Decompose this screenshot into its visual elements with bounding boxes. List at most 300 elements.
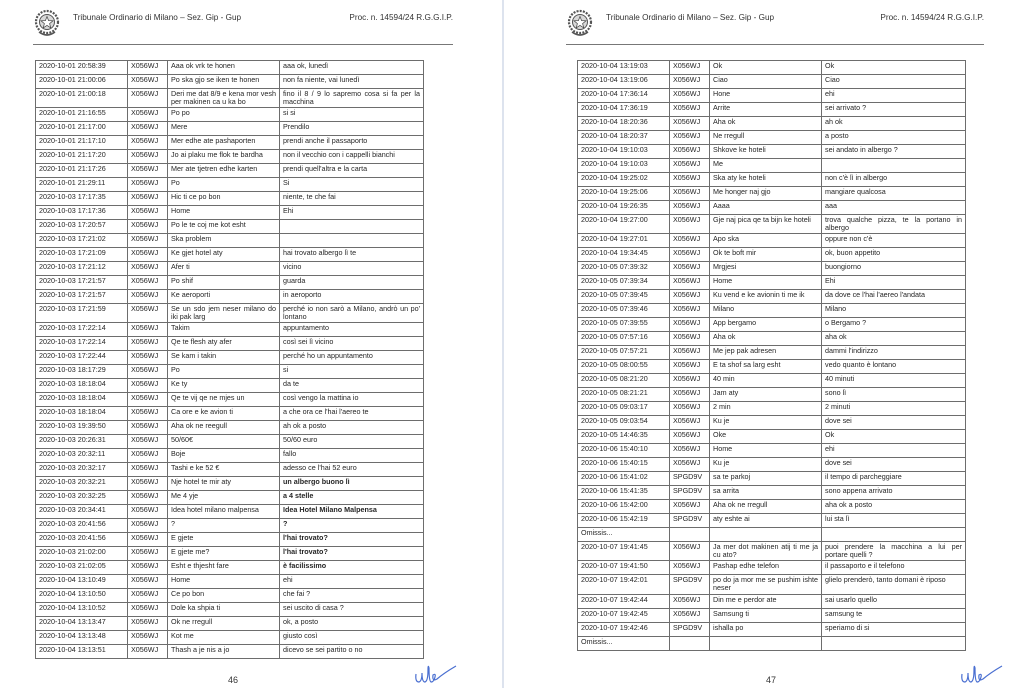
timestamp-cell: 2020-10-03 17:21:09 bbox=[36, 248, 128, 262]
timestamp-cell: 2020-10-06 15:42:00 bbox=[578, 500, 670, 514]
table-row bbox=[36, 192, 424, 206]
original-text-cell: Milano bbox=[710, 304, 822, 318]
target-id-cell: X056WJ bbox=[670, 75, 710, 89]
target-id-cell: X056WJ bbox=[128, 150, 168, 164]
target-id-cell: SPGD9V bbox=[670, 514, 710, 528]
translation-cell: fino il 8 / 9 lo sapremo cosa si fa per la macchina bbox=[280, 89, 424, 108]
original-text-cell: Aha ok ne reegull bbox=[168, 421, 280, 435]
translation-cell: da dove ce l'hai l'aereo l'andata bbox=[822, 290, 966, 304]
original-text-cell: Thash a je nis a jo bbox=[168, 645, 280, 659]
target-id-cell: X056WJ bbox=[670, 430, 710, 444]
table-row bbox=[578, 542, 966, 561]
timestamp-cell: 2020-10-03 17:17:35 bbox=[36, 192, 128, 206]
target-id-cell: X056WJ bbox=[128, 631, 168, 645]
translation-cell bbox=[822, 528, 966, 542]
italian-republic-emblem-icon bbox=[566, 8, 594, 38]
target-id-cell: X056WJ bbox=[670, 360, 710, 374]
target-id-cell: SPGD9V bbox=[670, 622, 710, 636]
translation-cell: adesso ce l'hai 52 euro bbox=[280, 463, 424, 477]
timestamp-cell: 2020-10-04 13:13:47 bbox=[36, 617, 128, 631]
target-id-cell: X056WJ bbox=[670, 117, 710, 131]
table-row bbox=[578, 430, 966, 444]
timestamp-cell: 2020-10-05 07:57:16 bbox=[578, 332, 670, 346]
timestamp-cell: 2020-10-03 17:17:36 bbox=[36, 206, 128, 220]
timestamp-cell: Omissis... bbox=[578, 636, 670, 650]
translation-cell: si si bbox=[280, 108, 424, 122]
original-text-cell: Aha ok ne rregull bbox=[710, 500, 822, 514]
translation-cell: sei andato in albergo ? bbox=[822, 145, 966, 159]
timestamp-cell: 2020-10-03 17:21:59 bbox=[36, 304, 128, 323]
target-id-cell: X056WJ bbox=[128, 589, 168, 603]
target-id-cell: X056WJ bbox=[128, 290, 168, 304]
timestamp-cell: 2020-10-01 21:16:55 bbox=[36, 108, 128, 122]
original-text-cell: Po bbox=[168, 178, 280, 192]
timestamp-cell: 2020-10-03 18:17:29 bbox=[36, 365, 128, 379]
translation-cell: ehi bbox=[822, 89, 966, 103]
timestamp-cell: 2020-10-03 17:21:12 bbox=[36, 262, 128, 276]
target-id-cell: X056WJ bbox=[128, 351, 168, 365]
translation-cell: 40 minuti bbox=[822, 374, 966, 388]
original-text-cell: Ja mer dot makinen atij ti me ja cu ato? bbox=[710, 542, 822, 561]
timestamp-cell: 2020-10-04 19:34:45 bbox=[578, 248, 670, 262]
timestamp-cell: 2020-10-05 09:03:17 bbox=[578, 402, 670, 416]
timestamp-cell: 2020-10-05 07:39:32 bbox=[578, 262, 670, 276]
translation-cell: un albergo buono lì bbox=[280, 477, 424, 491]
target-id-cell: X056WJ bbox=[128, 379, 168, 393]
translation-cell: Prendilo bbox=[280, 122, 424, 136]
original-text-cell: Po po bbox=[168, 108, 280, 122]
original-text-cell: Dole ka shpia ti bbox=[168, 603, 280, 617]
timestamp-cell: 2020-10-04 13:19:06 bbox=[578, 75, 670, 89]
target-id-cell: X056WJ bbox=[128, 75, 168, 89]
original-text-cell: Afer ti bbox=[168, 262, 280, 276]
table-row bbox=[578, 290, 966, 304]
italian-republic-emblem-icon bbox=[33, 8, 61, 38]
translation-cell: è facilissimo bbox=[280, 561, 424, 575]
target-id-cell: X056WJ bbox=[128, 262, 168, 276]
translation-cell: guarda bbox=[280, 276, 424, 290]
translation-cell: in aeroporto bbox=[280, 290, 424, 304]
target-id-cell: X056WJ bbox=[128, 645, 168, 659]
table-row bbox=[36, 617, 424, 631]
page-header bbox=[566, 6, 984, 46]
table-row bbox=[578, 131, 966, 145]
table-row bbox=[578, 248, 966, 262]
table-row bbox=[578, 201, 966, 215]
timestamp-cell: 2020-10-03 20:34:41 bbox=[36, 505, 128, 519]
target-id-cell: X056WJ bbox=[670, 444, 710, 458]
translation-cell: non c'è lì in albergo bbox=[822, 173, 966, 187]
timestamp-cell: 2020-10-04 17:36:19 bbox=[578, 103, 670, 117]
table-row bbox=[578, 416, 966, 430]
target-id-cell: X056WJ bbox=[670, 500, 710, 514]
table-row bbox=[578, 500, 966, 514]
target-id-cell: X056WJ bbox=[128, 337, 168, 351]
timestamp-cell: 2020-10-04 17:36:14 bbox=[578, 89, 670, 103]
translation-cell: l'hai trovato? bbox=[280, 533, 424, 547]
table-row bbox=[36, 108, 424, 122]
original-text-cell: Home bbox=[710, 276, 822, 290]
table-row bbox=[578, 173, 966, 187]
table-row bbox=[36, 407, 424, 421]
target-id-cell: X056WJ bbox=[128, 463, 168, 477]
table-row bbox=[36, 304, 424, 323]
timestamp-cell: 2020-10-01 21:00:06 bbox=[36, 75, 128, 89]
table-row bbox=[578, 374, 966, 388]
timestamp-cell: 2020-10-04 19:27:00 bbox=[578, 215, 670, 234]
target-id-cell: X056WJ bbox=[128, 178, 168, 192]
timestamp-cell: 2020-10-07 19:42:01 bbox=[578, 575, 670, 594]
table-row bbox=[36, 248, 424, 262]
translation-cell: dicevo se sei partito o no bbox=[280, 645, 424, 659]
translation-cell: a posto bbox=[822, 131, 966, 145]
target-id-cell: X056WJ bbox=[128, 276, 168, 290]
original-text-cell: Boje bbox=[168, 449, 280, 463]
timestamp-cell: 2020-10-03 17:22:44 bbox=[36, 351, 128, 365]
timestamp-cell: 2020-10-03 17:22:14 bbox=[36, 323, 128, 337]
target-id-cell: X056WJ bbox=[670, 103, 710, 117]
timestamp-cell: 2020-10-06 15:41:35 bbox=[578, 486, 670, 500]
table-row bbox=[36, 136, 424, 150]
original-text-cell: Esht e thjesht fare bbox=[168, 561, 280, 575]
translation-cell bbox=[280, 234, 424, 248]
table-row bbox=[578, 276, 966, 290]
table-row bbox=[36, 276, 424, 290]
table-row bbox=[36, 393, 424, 407]
original-text-cell: Nje hotel te mir aty bbox=[168, 477, 280, 491]
timestamp-cell: 2020-10-03 20:32:25 bbox=[36, 491, 128, 505]
original-text-cell: App bergamo bbox=[710, 318, 822, 332]
timestamp-cell: 2020-10-07 19:42:44 bbox=[578, 594, 670, 608]
table-row bbox=[578, 528, 966, 542]
original-text-cell: Din me e perdor ate bbox=[710, 594, 822, 608]
target-id-cell: X056WJ bbox=[670, 542, 710, 561]
translation-cell: puoi prendere la macchina a lui per portare quelli ? bbox=[822, 542, 966, 561]
table-row bbox=[36, 290, 424, 304]
target-id-cell: X056WJ bbox=[670, 201, 710, 215]
timestamp-cell: 2020-10-05 07:39:34 bbox=[578, 276, 670, 290]
table-row bbox=[36, 575, 424, 589]
table-row bbox=[578, 636, 966, 650]
table-row bbox=[36, 603, 424, 617]
page-number: 46 bbox=[228, 675, 239, 685]
original-text-cell: sa te parkoj bbox=[710, 472, 822, 486]
target-id-cell: X056WJ bbox=[128, 164, 168, 178]
timestamp-cell: 2020-10-06 15:41:02 bbox=[578, 472, 670, 486]
intercept-table bbox=[577, 60, 966, 651]
timestamp-cell: 2020-10-04 13:19:03 bbox=[578, 61, 670, 75]
table-row bbox=[578, 486, 966, 500]
original-text-cell: Jam aty bbox=[710, 388, 822, 402]
page-header bbox=[33, 6, 453, 46]
timestamp-cell: 2020-10-03 20:32:21 bbox=[36, 477, 128, 491]
timestamp-cell: 2020-10-03 19:39:50 bbox=[36, 421, 128, 435]
target-id-cell: X056WJ bbox=[670, 290, 710, 304]
timestamp-cell: 2020-10-05 09:03:54 bbox=[578, 416, 670, 430]
table-row bbox=[578, 444, 966, 458]
target-id-cell: X056WJ bbox=[128, 547, 168, 561]
original-text-cell: 40 min bbox=[710, 374, 822, 388]
original-text-cell: Me bbox=[710, 159, 822, 173]
intercept-table bbox=[35, 60, 424, 659]
timestamp-cell: 2020-10-07 19:42:46 bbox=[578, 622, 670, 636]
target-id-cell: X056WJ bbox=[670, 318, 710, 332]
original-text-cell: Aaaa bbox=[710, 201, 822, 215]
timestamp-cell: 2020-10-01 21:17:00 bbox=[36, 122, 128, 136]
original-text-cell: E gjete me? bbox=[168, 547, 280, 561]
target-id-cell: X056WJ bbox=[128, 491, 168, 505]
original-text-cell: ? bbox=[168, 519, 280, 533]
table-row bbox=[578, 472, 966, 486]
translation-cell: 2 minuti bbox=[822, 402, 966, 416]
timestamp-cell: 2020-10-07 19:41:50 bbox=[578, 561, 670, 575]
original-text-cell: Ok bbox=[710, 61, 822, 75]
translation-cell: il passaporto e il telefono bbox=[822, 561, 966, 575]
table-row bbox=[578, 575, 966, 594]
table-row bbox=[36, 645, 424, 659]
target-id-cell: X056WJ bbox=[670, 248, 710, 262]
translation-cell: glielo prenderò, tanto domani è riposo bbox=[822, 575, 966, 594]
timestamp-cell: 2020-10-04 19:25:02 bbox=[578, 173, 670, 187]
translation-cell: Ok bbox=[822, 61, 966, 75]
translation-cell: samsung te bbox=[822, 608, 966, 622]
original-text-cell: 50/60€ bbox=[168, 435, 280, 449]
table-row bbox=[578, 117, 966, 131]
target-id-cell bbox=[670, 636, 710, 650]
original-text-cell: Deri me dat 8/9 e kena mor vesh per makinen ca u ka bo bbox=[168, 89, 280, 108]
timestamp-cell: 2020-10-06 15:42:19 bbox=[578, 514, 670, 528]
table-row bbox=[36, 323, 424, 337]
translation-cell: ? bbox=[280, 519, 424, 533]
original-text-cell: Aaa ok vrk te honen bbox=[168, 61, 280, 75]
original-text-cell: Arrite bbox=[710, 103, 822, 117]
translation-cell: il tempo di parcheggiare bbox=[822, 472, 966, 486]
table-row bbox=[36, 477, 424, 491]
timestamp-cell: 2020-10-04 19:10:03 bbox=[578, 159, 670, 173]
original-text-cell: Po le te coj me kot esht bbox=[168, 220, 280, 234]
table-row bbox=[578, 594, 966, 608]
target-id-cell: X056WJ bbox=[670, 402, 710, 416]
original-text-cell: Ke ty bbox=[168, 379, 280, 393]
timestamp-cell: 2020-10-07 19:42:45 bbox=[578, 608, 670, 622]
target-id-cell: X056WJ bbox=[128, 561, 168, 575]
target-id-cell: X056WJ bbox=[670, 332, 710, 346]
table-row bbox=[36, 234, 424, 248]
translation-cell: aha ok a posto bbox=[822, 500, 966, 514]
translation-cell bbox=[822, 159, 966, 173]
table-row bbox=[36, 206, 424, 220]
timestamp-cell: 2020-10-05 07:39:55 bbox=[578, 318, 670, 332]
timestamp-cell: 2020-10-01 21:17:20 bbox=[36, 150, 128, 164]
page-number: 47 bbox=[766, 675, 777, 685]
target-id-cell: X056WJ bbox=[128, 220, 168, 234]
translation-cell: aha ok bbox=[822, 332, 966, 346]
translation-cell: ah ok a posto bbox=[280, 421, 424, 435]
timestamp-cell: 2020-10-03 17:21:57 bbox=[36, 276, 128, 290]
target-id-cell: X056WJ bbox=[670, 159, 710, 173]
target-id-cell: X056WJ bbox=[128, 89, 168, 108]
timestamp-cell: 2020-10-01 21:29:11 bbox=[36, 178, 128, 192]
timestamp-cell: 2020-10-05 14:46:35 bbox=[578, 430, 670, 444]
original-text-cell: Se kam i takin bbox=[168, 351, 280, 365]
document-page-46 bbox=[0, 0, 502, 688]
timestamp-cell: 2020-10-04 19:26:35 bbox=[578, 201, 670, 215]
translation-cell: appuntamento bbox=[280, 323, 424, 337]
original-text-cell: E ta shof sa larg esht bbox=[710, 360, 822, 374]
table-row bbox=[36, 89, 424, 108]
original-text-cell: Ku je bbox=[710, 458, 822, 472]
target-id-cell: X056WJ bbox=[670, 234, 710, 248]
original-text-cell: Ke gjet hotel aty bbox=[168, 248, 280, 262]
original-text-cell: Aha ok bbox=[710, 332, 822, 346]
table-row bbox=[36, 365, 424, 379]
translation-cell: vedo quanto è lontano bbox=[822, 360, 966, 374]
table-row bbox=[36, 589, 424, 603]
original-text-cell: Home bbox=[168, 575, 280, 589]
translation-cell: Ciao bbox=[822, 75, 966, 89]
table-row bbox=[578, 458, 966, 472]
timestamp-cell: 2020-10-03 20:32:11 bbox=[36, 449, 128, 463]
target-id-cell: X056WJ bbox=[128, 505, 168, 519]
target-id-cell: X056WJ bbox=[670, 458, 710, 472]
timestamp-cell: 2020-10-01 21:00:18 bbox=[36, 89, 128, 108]
translation-cell: Ok bbox=[822, 430, 966, 444]
translation-cell: Ehi bbox=[280, 206, 424, 220]
translation-cell: aaa bbox=[822, 201, 966, 215]
table-row bbox=[36, 164, 424, 178]
target-id-cell: X056WJ bbox=[128, 108, 168, 122]
timestamp-cell: 2020-10-05 08:21:20 bbox=[578, 374, 670, 388]
target-id-cell: X056WJ bbox=[128, 533, 168, 547]
timestamp-cell: 2020-10-01 21:17:26 bbox=[36, 164, 128, 178]
translation-cell: dove sei bbox=[822, 458, 966, 472]
target-id-cell bbox=[670, 528, 710, 542]
translation-cell: a 4 stelle bbox=[280, 491, 424, 505]
translation-cell: che fai ? bbox=[280, 589, 424, 603]
table-row bbox=[36, 463, 424, 477]
target-id-cell: X056WJ bbox=[670, 131, 710, 145]
timestamp-cell: 2020-10-03 21:02:00 bbox=[36, 547, 128, 561]
timestamp-cell: 2020-10-04 19:27:01 bbox=[578, 234, 670, 248]
translation-cell: hai trovato albergo lì te bbox=[280, 248, 424, 262]
table-row bbox=[36, 505, 424, 519]
translation-cell: da te bbox=[280, 379, 424, 393]
target-id-cell: X056WJ bbox=[128, 477, 168, 491]
header-divider bbox=[33, 44, 453, 45]
target-id-cell: X056WJ bbox=[128, 365, 168, 379]
original-text-cell: Home bbox=[168, 206, 280, 220]
target-id-cell: X056WJ bbox=[670, 608, 710, 622]
target-id-cell: X056WJ bbox=[670, 304, 710, 318]
original-text-cell: Ne rregull bbox=[710, 131, 822, 145]
original-text-cell: aty eshte ai bbox=[710, 514, 822, 528]
original-text-cell: Gje naj pica qe ta bijn ke hoteli bbox=[710, 215, 822, 234]
original-text-cell: Takim bbox=[168, 323, 280, 337]
target-id-cell: X056WJ bbox=[128, 617, 168, 631]
timestamp-cell: 2020-10-04 13:10:49 bbox=[36, 575, 128, 589]
translation-cell: sai usarlo quello bbox=[822, 594, 966, 608]
table-row bbox=[36, 533, 424, 547]
original-text-cell: Me jep pak adresen bbox=[710, 346, 822, 360]
table-row bbox=[36, 122, 424, 136]
timestamp-cell: 2020-10-01 21:17:10 bbox=[36, 136, 128, 150]
timestamp-cell: 2020-10-04 19:25:06 bbox=[578, 187, 670, 201]
target-id-cell: X056WJ bbox=[670, 416, 710, 430]
table-row bbox=[578, 262, 966, 276]
target-id-cell: X056WJ bbox=[670, 388, 710, 402]
table-row bbox=[578, 103, 966, 117]
target-id-cell: X056WJ bbox=[670, 262, 710, 276]
target-id-cell: X056WJ bbox=[128, 323, 168, 337]
target-id-cell: X056WJ bbox=[670, 276, 710, 290]
target-id-cell: X056WJ bbox=[128, 603, 168, 617]
original-text-cell: Ska problem bbox=[168, 234, 280, 248]
original-text-cell: Mer edhe ate pashaporten bbox=[168, 136, 280, 150]
timestamp-cell: 2020-10-04 18:20:37 bbox=[578, 131, 670, 145]
translation-cell: prendi anche il passaporto bbox=[280, 136, 424, 150]
target-id-cell: X056WJ bbox=[128, 393, 168, 407]
timestamp-cell: 2020-10-01 20:58:39 bbox=[36, 61, 128, 75]
table-row bbox=[578, 234, 966, 248]
table-row bbox=[36, 150, 424, 164]
translation-cell: non il vecchio con i cappelli bianchi bbox=[280, 150, 424, 164]
translation-cell: così vengo la mattina io bbox=[280, 393, 424, 407]
original-text-cell: Ce po bon bbox=[168, 589, 280, 603]
target-id-cell: X056WJ bbox=[670, 561, 710, 575]
original-text-cell: Samsung ti bbox=[710, 608, 822, 622]
original-text-cell: Ciao bbox=[710, 75, 822, 89]
timestamp-cell: 2020-10-03 18:18:04 bbox=[36, 379, 128, 393]
original-text-cell: ishalla po bbox=[710, 622, 822, 636]
target-id-cell: X056WJ bbox=[128, 122, 168, 136]
translation-cell: trova qualche pizza, te la portano in albergo bbox=[822, 215, 966, 234]
translation-cell: prendi quell'altra e la carta bbox=[280, 164, 424, 178]
original-text-cell: Po shif bbox=[168, 276, 280, 290]
proceeding-number: Proc. n. 14594/24 R.G.G.I.P. bbox=[349, 13, 453, 22]
table-row bbox=[578, 145, 966, 159]
original-text-cell: Tashi e ke 52 € bbox=[168, 463, 280, 477]
target-id-cell: X056WJ bbox=[670, 89, 710, 103]
target-id-cell: X056WJ bbox=[670, 594, 710, 608]
original-text-cell: Home bbox=[710, 444, 822, 458]
target-id-cell: X056WJ bbox=[128, 136, 168, 150]
timestamp-cell: 2020-10-03 17:21:57 bbox=[36, 290, 128, 304]
timestamp-cell: 2020-10-03 17:20:57 bbox=[36, 220, 128, 234]
table-row bbox=[578, 346, 966, 360]
timestamp-cell: 2020-10-04 13:10:50 bbox=[36, 589, 128, 603]
translation-cell: sono appena arrivato bbox=[822, 486, 966, 500]
timestamp-cell: 2020-10-04 13:13:51 bbox=[36, 645, 128, 659]
target-id-cell: X056WJ bbox=[670, 187, 710, 201]
timestamp-cell: 2020-10-06 15:40:10 bbox=[578, 444, 670, 458]
timestamp-cell: Omissis... bbox=[578, 528, 670, 542]
target-id-cell: X056WJ bbox=[128, 304, 168, 323]
target-id-cell: X056WJ bbox=[128, 61, 168, 75]
table-row bbox=[578, 61, 966, 75]
translation-cell: perché io non sarò a Milano, andrò un po' lontano bbox=[280, 304, 424, 323]
translation-cell: ehi bbox=[822, 444, 966, 458]
original-text-cell bbox=[710, 528, 822, 542]
timestamp-cell: 2020-10-05 07:39:46 bbox=[578, 304, 670, 318]
table-row bbox=[578, 622, 966, 636]
translation-cell: buongiorno bbox=[822, 262, 966, 276]
table-row bbox=[578, 514, 966, 528]
original-text-cell: Se un sdo jem neser milano do iki pak larg bbox=[168, 304, 280, 323]
target-id-cell: X056WJ bbox=[128, 449, 168, 463]
translation-cell: a che ora ce l'hai l'aereo te bbox=[280, 407, 424, 421]
original-text-cell: Shkove ke hoteli bbox=[710, 145, 822, 159]
timestamp-cell: 2020-10-04 18:20:36 bbox=[578, 117, 670, 131]
